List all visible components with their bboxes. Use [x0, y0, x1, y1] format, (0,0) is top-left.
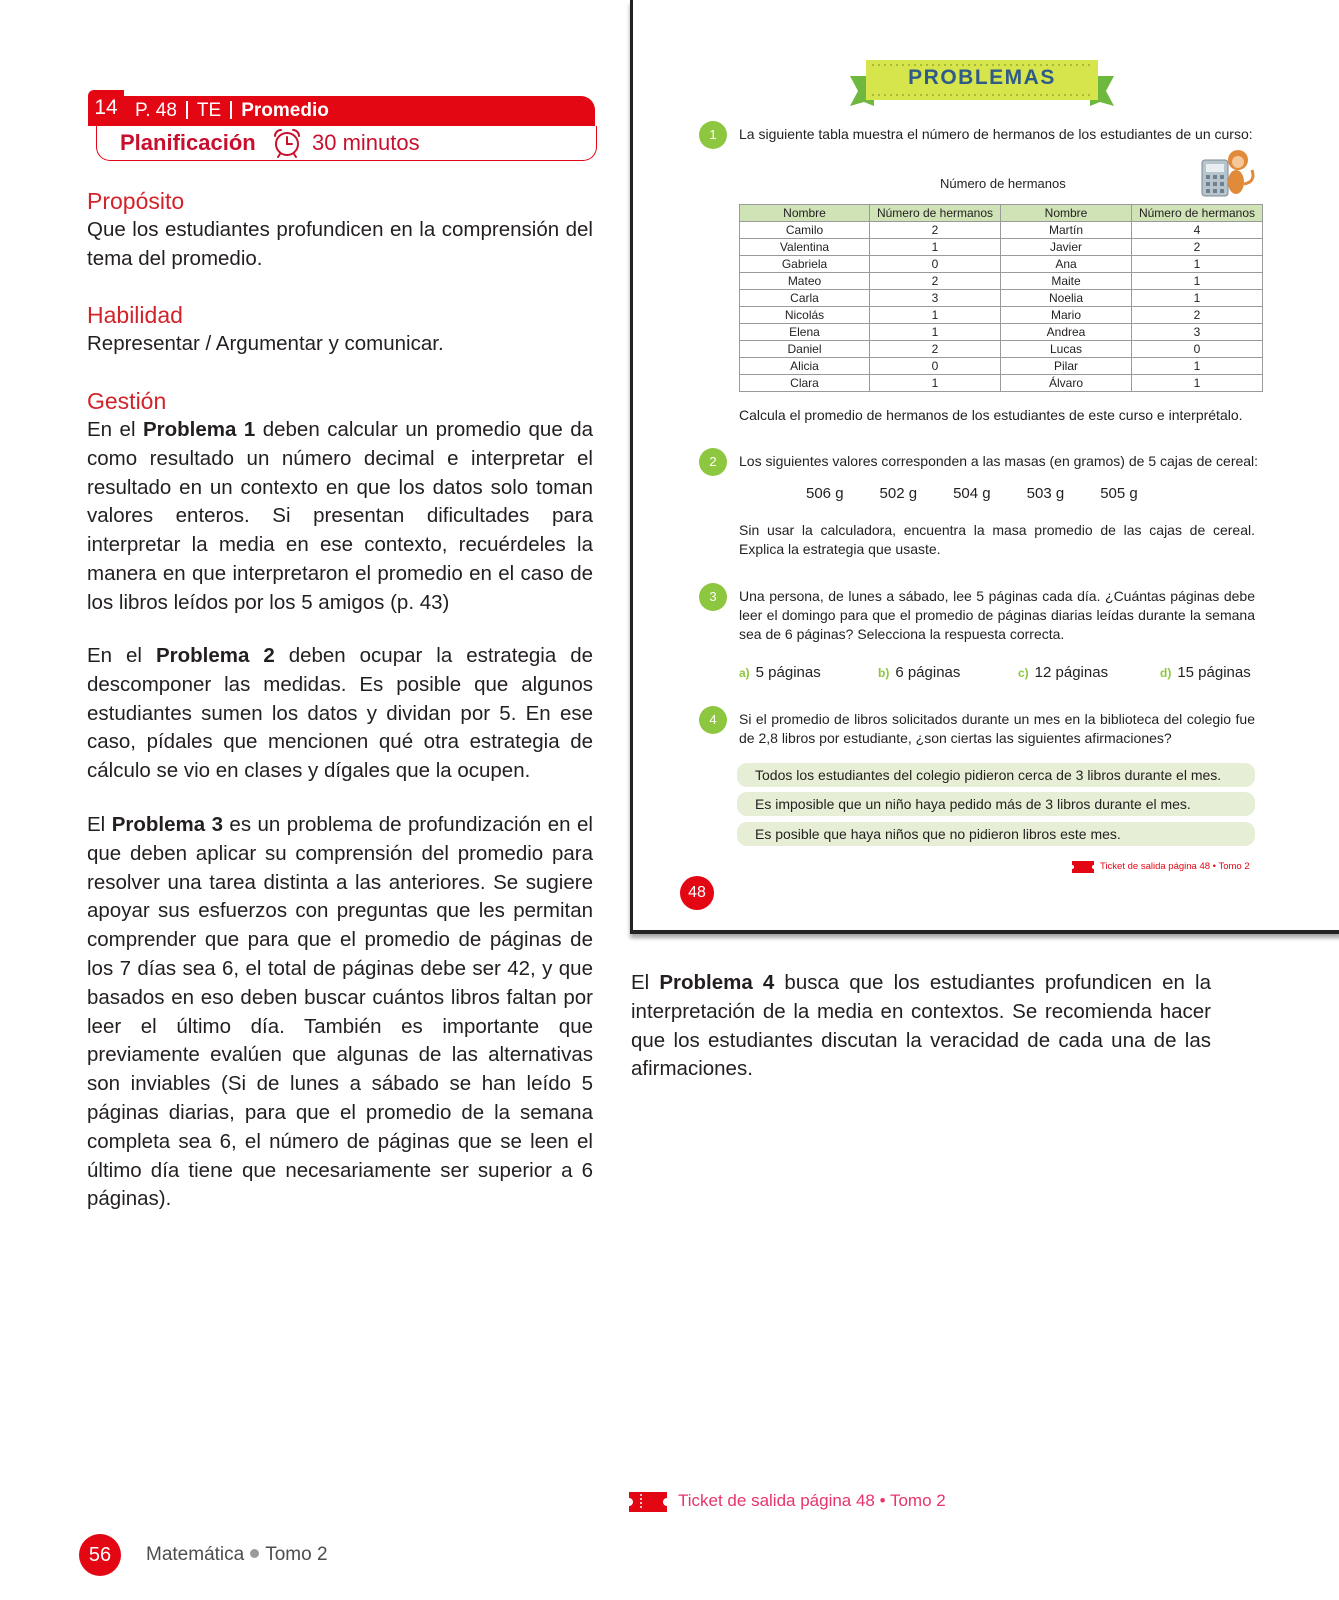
table-cell: 1 — [870, 307, 1001, 324]
text-run: busca que los estudiantes profundicen en la interpretación de la media en contextos. Se recomienda hacer que los estudiantes discutan la veracidad de cada una de las afirmaciones. — [631, 971, 1211, 1081]
table-cell: 3 — [870, 290, 1001, 307]
planning-label: Planificación — [120, 130, 256, 155]
table-cell: 2 — [870, 341, 1001, 358]
table-cell: 1 — [1132, 358, 1263, 375]
table-cell: Maite — [1001, 273, 1132, 290]
mass-values — [806, 485, 1174, 503]
table-cell: 2 — [870, 222, 1001, 239]
gestion-paragraph-2 — [87, 642, 593, 786]
question-number-2: 2 — [699, 448, 727, 476]
table-cell: 1 — [870, 324, 1001, 341]
table-title: Número de hermanos — [940, 176, 1066, 191]
table-row — [740, 273, 1263, 290]
table-cell: Mateo — [740, 273, 870, 290]
text-run: es un problema de profundización en el que deben aplicar su comprensión del promedio para resolver una tarea distinta a las anteriores. Se sugiere apoyar sus esfuerzos con preguntas que les permitan comprender que para que el promedio de páginas de los 7 días sea 6, el total de páginas debe ser 42, y que basados en eso deben buscar cuántos libros faltan por leer el último día. También es importante que previamente evalúen que algunas de las alternativas son inviables (Si de lunes a sábado se han leído 5 páginas diarias, para que el promedio de la semana completa sea 6, el número de páginas que se leen el último día tiene que necesariamente ser superior a 6 páginas). — [87, 813, 593, 1211]
separator — [186, 101, 188, 119]
table-header-cell: Número de hermanos — [870, 205, 1001, 222]
gestion-paragraph-1 — [87, 416, 593, 618]
table-cell: Camilo — [740, 222, 870, 239]
table-row — [740, 307, 1263, 324]
page-number: 56 — [79, 1534, 121, 1576]
question-number-1: 1 — [699, 121, 727, 149]
mass-value: 506 g — [806, 485, 844, 502]
habilidad-text: Representar / Argumentar y comunicar. — [87, 332, 444, 355]
text-run: El — [87, 813, 112, 836]
table-cell: Andrea — [1001, 324, 1132, 341]
footer-label — [146, 1542, 328, 1568]
proposito-title: Propósito — [87, 188, 185, 214]
text-run: deben calcular un promedio que da como resultado un número decimal e interpretar el resultado en un contexto en que los datos solo toman valores enteros. Si presentan dificultades para interpretar la media en ese contexto, recuérdeles la manera en que interpretaron el promedio en el caso de los libros leídos por los 5 amigos (p. 43) — [87, 418, 593, 614]
table-cell: 2 — [870, 273, 1001, 290]
table-row — [740, 324, 1263, 341]
table-cell: 1 — [1132, 290, 1263, 307]
statement-3: Es posible que haya niños que no pidieron libros este mes. — [737, 822, 1255, 846]
question-1-instruction: Calcula el promedio de hermanos de los estudiantes de este curso e interprétalo. — [739, 407, 1243, 423]
text-run: En el — [87, 644, 156, 667]
table-cell: 1 — [1132, 256, 1263, 273]
table-cell: 1 — [870, 239, 1001, 256]
gestion-title: Gestión — [87, 388, 167, 414]
question-2-instruction: Sin usar la calculadora, encuentra la masa promedio de las cajas de cereal. Explica la estrategia que usaste. — [739, 522, 1255, 557]
header-breadcrumb — [135, 98, 329, 124]
problem-ref: Problema 2 — [155, 644, 275, 667]
option-letter: a) — [739, 666, 750, 680]
table-cell: Nicolás — [740, 307, 870, 324]
table-cell: Lucas — [1001, 341, 1132, 358]
table-row — [740, 358, 1263, 375]
table-cell: 0 — [1132, 341, 1263, 358]
text-run: En el — [87, 418, 143, 441]
planning-time: 30 minutos — [312, 130, 420, 155]
table-header-cell: Número de hermanos — [1132, 205, 1263, 222]
table-row — [740, 239, 1263, 256]
footer-tomo: Tomo 2 — [265, 1544, 328, 1565]
text-run: deben ocupar la estrategia de descomponer las medidas. Es posible que algunos estudiantes sumen los datos y dividan por 5. En ese caso, pídales que mencionen qué otra estrategia de cálculo se vio en clases y dígales que la ocupen. — [87, 644, 593, 783]
footer-subject: Matemática — [146, 1544, 245, 1565]
table-cell: 0 — [870, 358, 1001, 375]
table-cell: Alicia — [740, 358, 870, 375]
option-b — [878, 664, 960, 681]
table-cell: 1 — [1132, 375, 1263, 392]
question-2-text: Los siguientes valores corresponden a las masas (en gramos) de 5 cajas de cereal: — [739, 453, 1259, 469]
option-text: 15 páginas — [1177, 664, 1251, 681]
question-number-4: 4 — [699, 706, 727, 734]
topic-label: Promedio — [241, 100, 329, 121]
table-cell: 1 — [1132, 273, 1263, 290]
siblings-table — [739, 204, 1263, 392]
option-text: 6 páginas — [895, 664, 961, 681]
mass-value: 503 g — [1026, 485, 1065, 502]
table-cell: Gabriela — [740, 256, 870, 273]
question-number-3: 3 — [699, 583, 727, 611]
scan-page-number: 48 — [680, 876, 714, 910]
table-cell: Noelia — [1001, 290, 1132, 307]
question-1-text: La siguiente tabla muestra el número de hermanos de los estudiantes de un curso: — [739, 126, 1253, 142]
table-cell: Martín — [1001, 222, 1132, 239]
statement-2: Es imposible que un niño haya pedido más de 3 libros durante el mes. — [737, 792, 1255, 816]
question-4-text: Si el promedio de libros solicitados durante un mes en la biblioteca del colegio fue de 2,8 libros por estudiante, ¿son ciertas las siguientes afirmaciones? — [739, 711, 1255, 746]
statement-1: Todos los estudiantes del colegio pidieron cerca de 3 libros durante el mes. — [737, 763, 1255, 787]
table-row — [740, 290, 1263, 307]
option-d — [1160, 664, 1251, 681]
table-row — [740, 256, 1263, 273]
proposito-text: Que los estudiantes profundicen en la comprensión del tema del promedio. — [87, 218, 593, 270]
ticket-label: Ticket de salida página 48 • Tomo 2 — [678, 1491, 946, 1510]
mass-value: 502 g — [879, 485, 918, 502]
ticket-icon — [1072, 861, 1094, 873]
option-letter: d) — [1160, 666, 1172, 680]
siblings-table-wrap — [739, 204, 1263, 392]
option-text: 5 páginas — [755, 664, 821, 681]
table-cell: Clara — [740, 375, 870, 392]
option-a — [739, 664, 821, 681]
gestion-paragraph-3 — [87, 811, 593, 1214]
option-c — [1018, 664, 1108, 681]
table-cell: Valentina — [740, 239, 870, 256]
table-cell: Daniel — [740, 341, 870, 358]
option-letter: c) — [1018, 666, 1029, 680]
table-cell: 0 — [870, 256, 1001, 273]
gestion-paragraph-4 — [631, 969, 1211, 1084]
table-row — [740, 222, 1263, 239]
lesson-number: 14 — [88, 90, 124, 126]
question-3-text: Una persona, de lunes a sábado, lee 5 páginas cada día. ¿Cuántas páginas debe leer el domingo para que el promedio de páginas diarias leídas durante la semana sea de 6 páginas? Selecciona la respuesta correcta. — [739, 588, 1255, 642]
table-cell: Ana — [1001, 256, 1132, 273]
problem-ref: Problema 1 — [142, 418, 256, 441]
table-header-cell: Nombre — [740, 205, 870, 222]
alarm-clock-icon — [270, 127, 304, 159]
calculator-monkey-icon — [1200, 146, 1258, 198]
table-cell: 2 — [1132, 307, 1263, 324]
table-cell: Javier — [1001, 239, 1132, 256]
table-cell: 2 — [1132, 239, 1263, 256]
table-row — [740, 341, 1263, 358]
table-cell: Carla — [740, 290, 870, 307]
option-text: 12 páginas — [1034, 664, 1109, 681]
problem-ref: Problema 3 — [111, 813, 223, 836]
table-cell: 1 — [870, 375, 1001, 392]
table-cell: Álvaro — [1001, 375, 1132, 392]
table-cell: Pilar — [1001, 358, 1132, 375]
table-cell: 4 — [1132, 222, 1263, 239]
option-letter: b) — [878, 666, 890, 680]
mass-value: 505 g — [1100, 485, 1138, 502]
te-label: TE — [196, 100, 222, 121]
mass-value: 504 g — [953, 485, 991, 502]
banner-title: PROBLEMAS — [908, 66, 1056, 89]
habilidad-title: Habilidad — [87, 302, 183, 328]
bullet-dot — [250, 1549, 259, 1558]
table-row — [740, 375, 1263, 392]
table-cell: Mario — [1001, 307, 1132, 324]
table-cell: 3 — [1132, 324, 1263, 341]
separator — [230, 101, 232, 119]
problem-ref: Problema 4 — [659, 971, 775, 994]
text-run: El — [631, 971, 660, 994]
page-ref: P. 48 — [135, 100, 177, 121]
table-cell: Elena — [740, 324, 870, 341]
ticket-icon — [629, 1492, 667, 1512]
ticket-label-small: Ticket de salida página 48 • Tomo 2 — [1100, 861, 1250, 872]
table-header-cell: Nombre — [1001, 205, 1132, 222]
table-header-row — [740, 205, 1263, 222]
